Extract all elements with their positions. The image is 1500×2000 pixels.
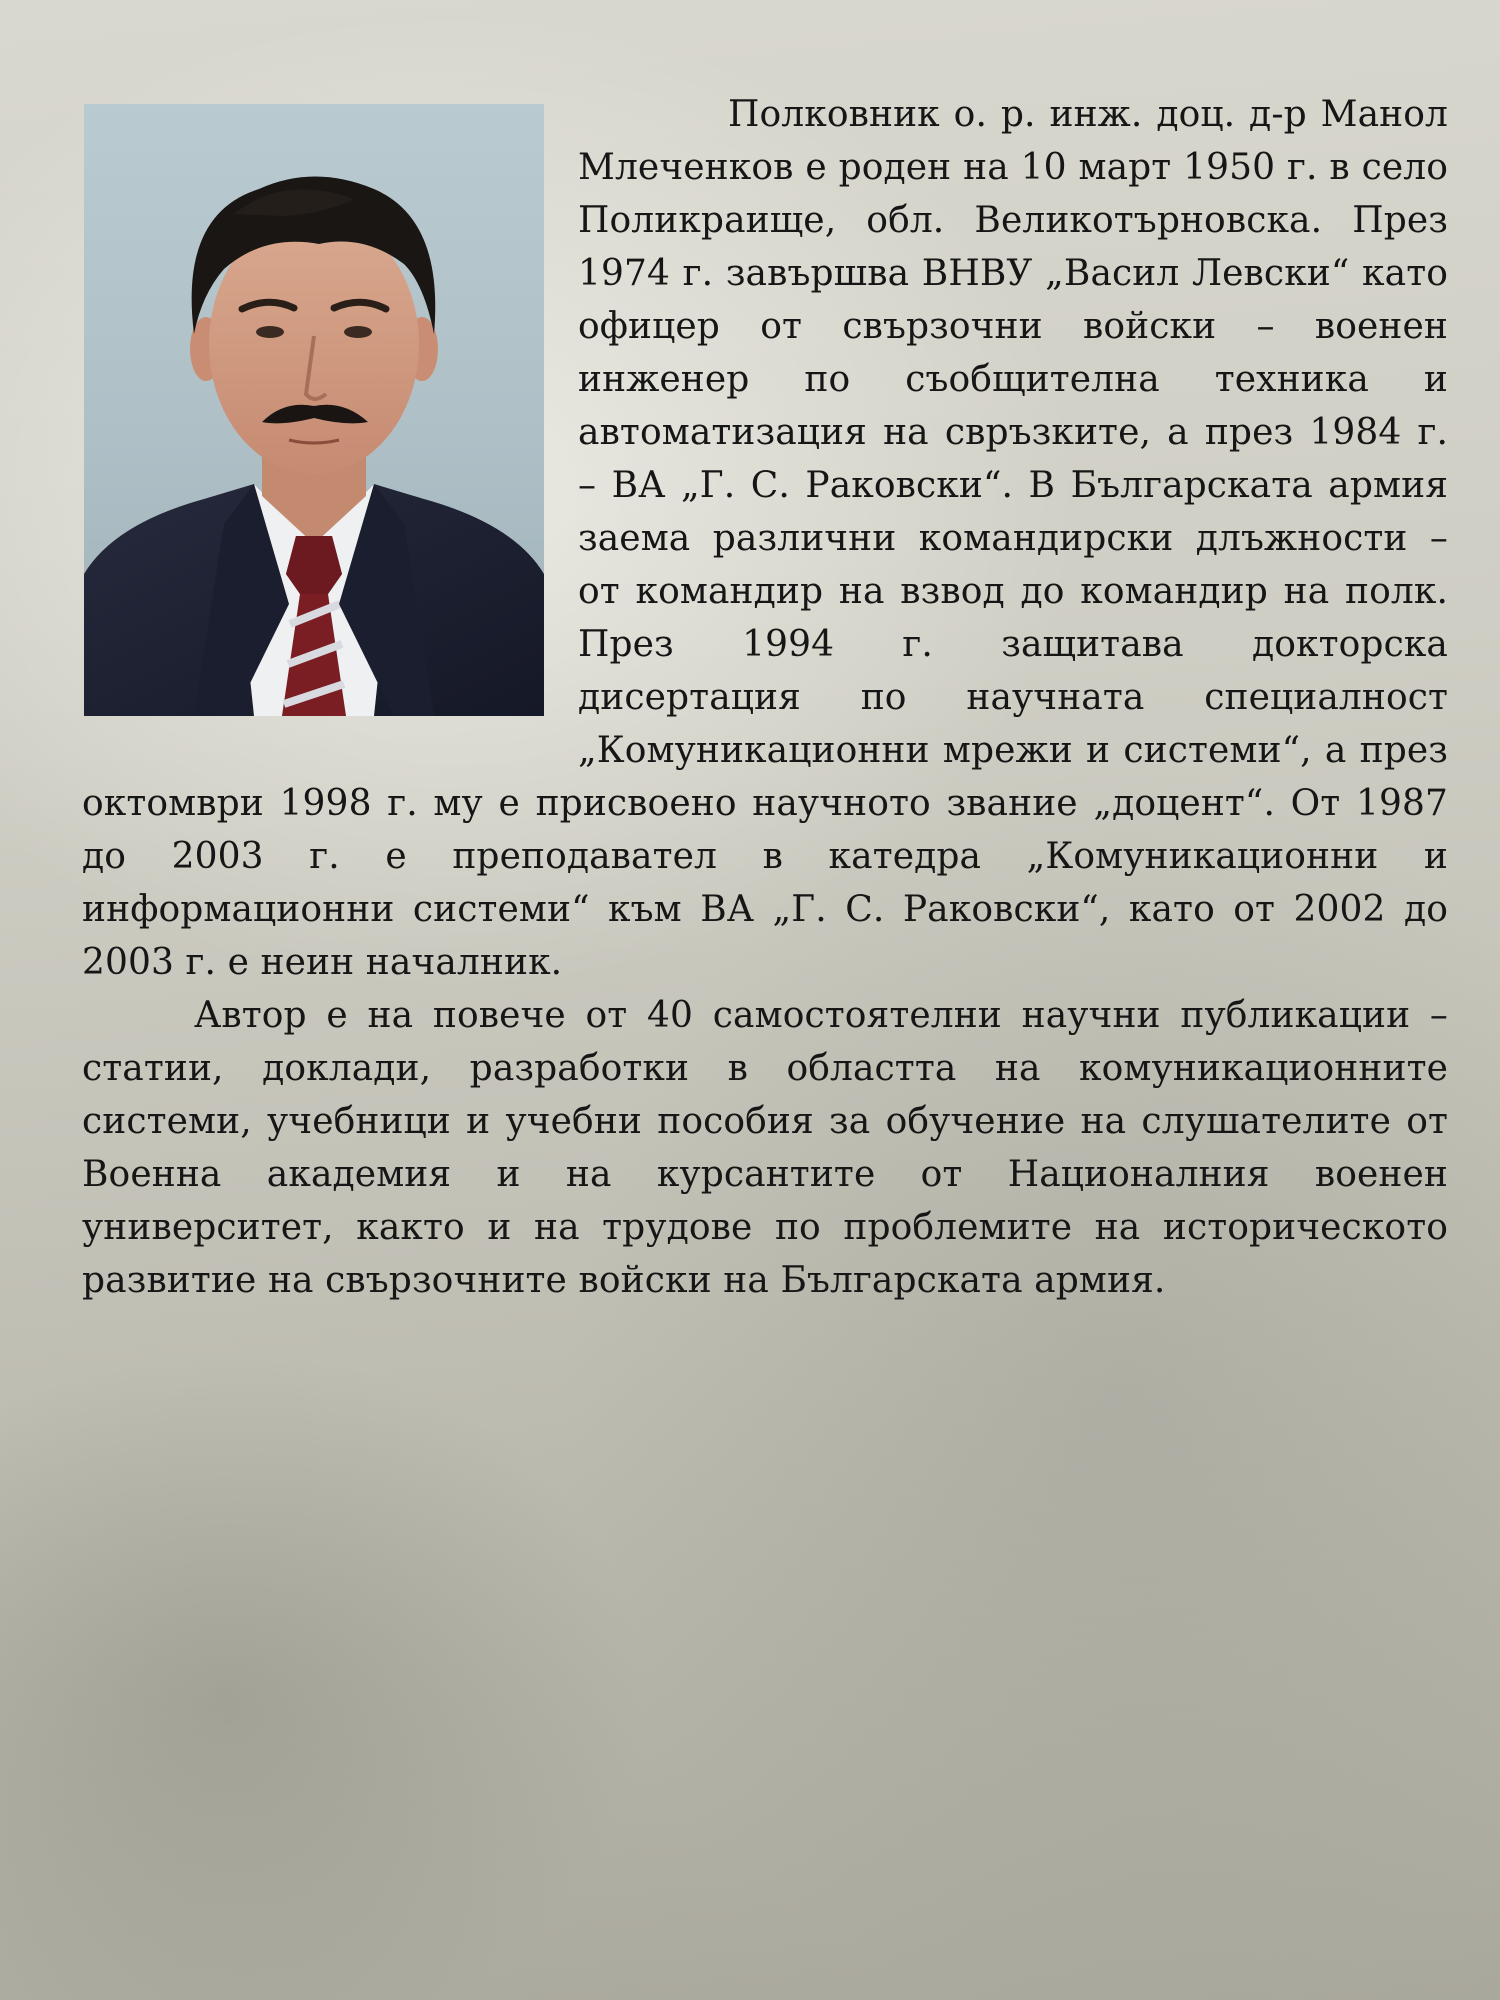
biography-paragraph-1: Полковник о. р. инж. доц. д-р Манол Млеченков е роден на 10 март 1950 г. в село Поликраище, обл. Великотърновска. През 1974 г. завършва ВНВУ „Васил Левски“ като офицер от свързочни войски – военен инженер по съобщителна техника и автоматизация на свръзките, а през 1984 г. – ВА „Г. С. Раковски“. В Българската армия заема различни командирски длъжности – от командир на взвод до командир на полк. През 1994 г. защитава докторска дисертация по научната специалност „Комуникационни мрежи и системи“, а през октомври 1998 г. му е присвоено научното звание „доцент“. От 1987 до 2003 г. е преподавател в катедра „Комуникационни и информационни системи“ към ВА „Г. С. Раковски“, като от 2002 до 2003 г. е неин началник. <box>82 94 1448 983</box>
portrait-illustration <box>84 104 544 716</box>
biography-paragraph-2: Автор е на повече от 40 самостоятелни научни публикации – статии, доклади, разработки в областта на комуникационните системи, учебници и учебни пособия за обучение на слушателите от Военна академия и на курсантите от Националния военен университет, както и на трудове по проблемите на историческото развитие на свързочните войски на Българската армия. <box>82 995 1448 1301</box>
author-portrait-photo <box>84 104 544 716</box>
